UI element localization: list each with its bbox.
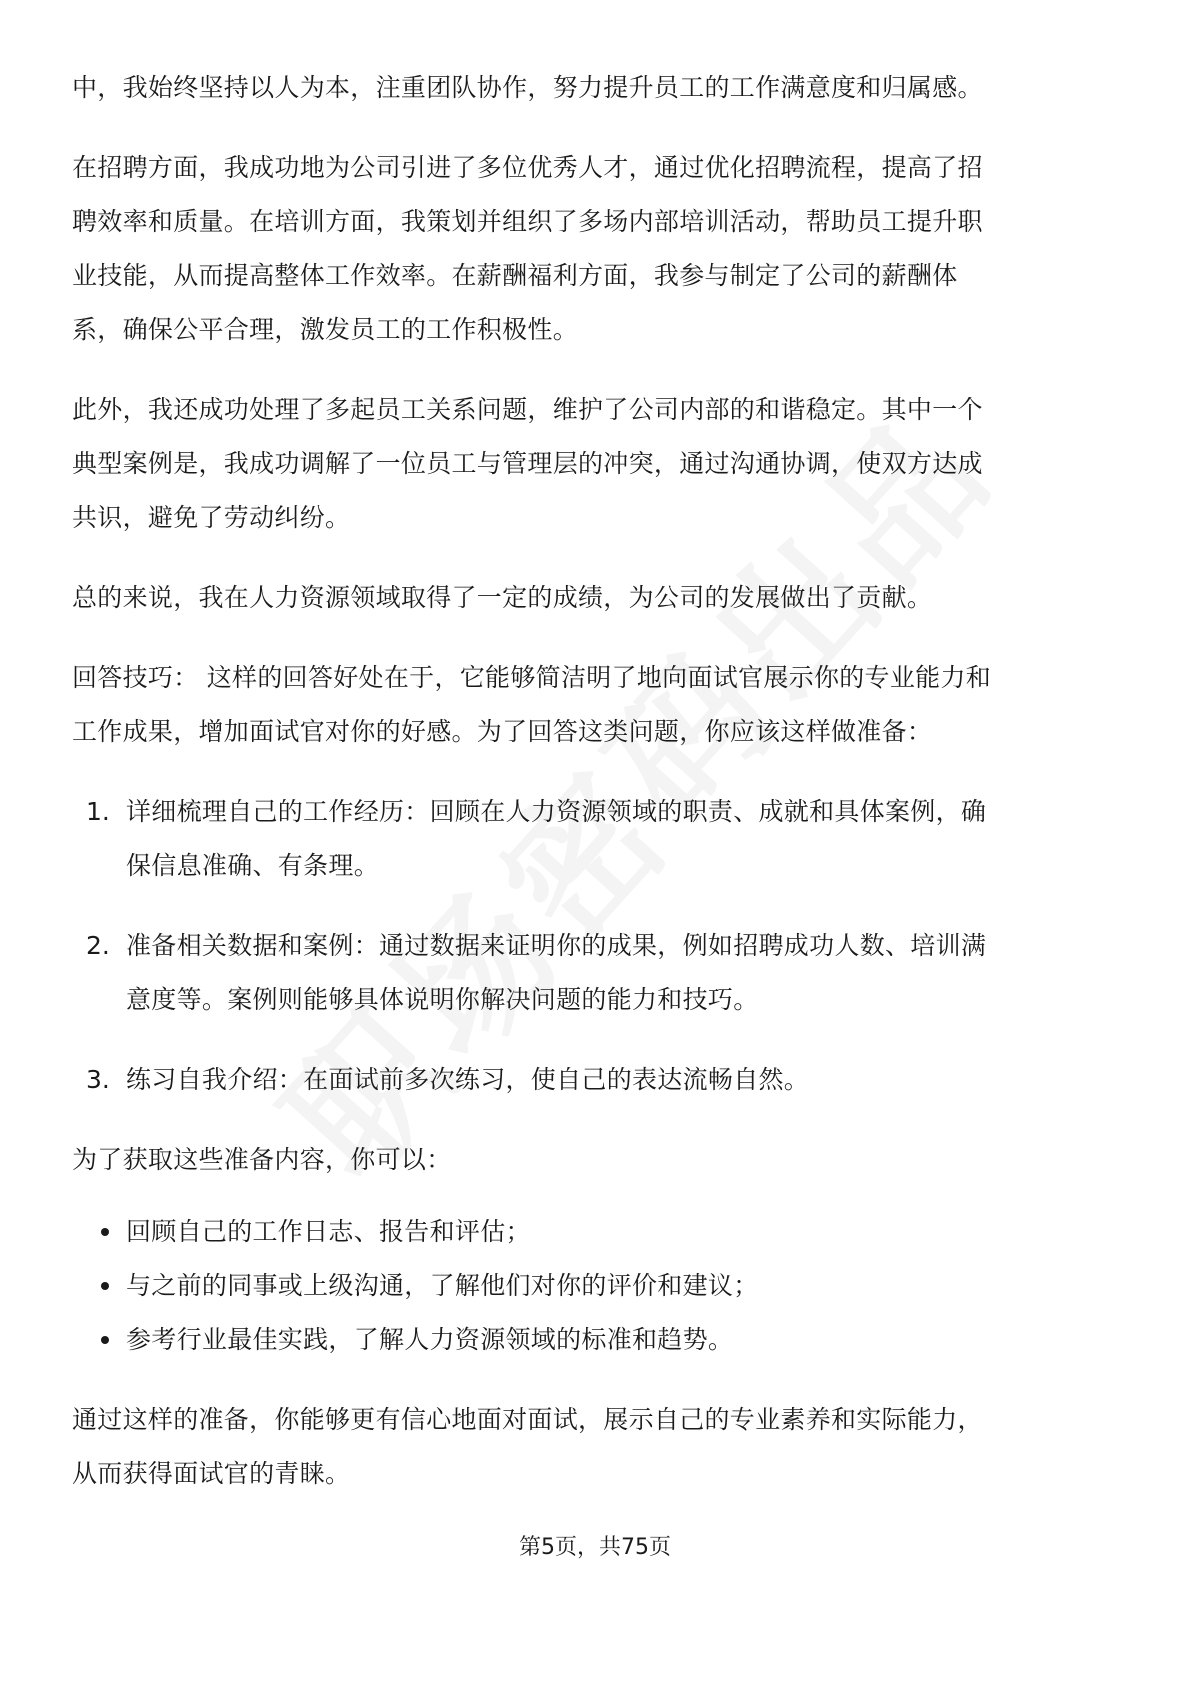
paragraph-line: 工作成果，增加面试官对你的好感。为了回答这类问题，你应该这样做准备： <box>72 717 933 746</box>
bullet-dot <box>101 1336 109 1344</box>
bullet-dot <box>101 1282 109 1290</box>
page-number-footer: 第5页，共75页 <box>519 1535 671 1560</box>
list-item-line: 准备相关数据和案例：通过数据来证明你的成果，例如招聘成功人数、培训满 <box>126 931 987 960</box>
list-item-line: 保信息准确、有条理。 <box>126 851 380 880</box>
paragraph-line: 从而获得面试官的青睐。 <box>72 1459 351 1488</box>
paragraph-line: 典型案例是，我成功调解了一位员工与管理层的冲突，通过沟通协调，使双方达成 <box>72 449 983 478</box>
paragraph-line: 聘效率和质量。在培训方面，我策划并组织了多场内部培训活动，帮助员工提升职 <box>72 207 983 236</box>
paragraph-line: 通过这样的准备，你能够更有信心地面对面试，展示自己的专业素养和实际能力， <box>72 1405 983 1434</box>
list-item-line: 详细梳理自己的工作经历：回顾在人力资源领域的职责、成就和具体案例，确 <box>126 797 987 826</box>
bullet-item: 回顾自己的工作日志、报告和评估； <box>126 1217 531 1246</box>
list-number: 3. <box>86 1065 110 1094</box>
paragraph-line: 回答技巧： 这样的回答好处在于，它能够简洁明了地向面试官展示你的专业能力和 <box>72 663 992 692</box>
list-item-line: 意度等。案例则能够具体说明你解决问题的能力和技巧。 <box>126 985 759 1014</box>
list-number: 1. <box>86 797 110 826</box>
paragraph-line: 总的来说，我在人力资源领域取得了一定的成绩，为公司的发展做出了贡献。 <box>72 583 933 612</box>
list-item-line: 练习自我介绍：在面试前多次练习，使自己的表达流畅自然。 <box>126 1065 810 1094</box>
paragraph-line: 为了获取这些准备内容，你可以： <box>72 1145 452 1174</box>
paragraph-line: 系，确保公平合理，激发员工的工作积极性。 <box>72 315 579 344</box>
bullet-dot <box>101 1228 109 1236</box>
paragraph-line: 业技能，从而提高整体工作效率。在薪酬福利方面，我参与制定了公司的薪酬体 <box>72 261 958 290</box>
paragraph-line: 中，我始终坚持以人为本，注重团队协作，努力提升员工的工作满意度和归属感。 <box>72 73 983 102</box>
bullet-item: 参考行业最佳实践，了解人力资源领域的标准和趋势。 <box>126 1325 734 1354</box>
bullet-item: 与之前的同事或上级沟通，了解他们对你的评价和建议； <box>126 1271 759 1300</box>
paragraph-line: 在招聘方面，我成功地为公司引进了多位优秀人才，通过优化招聘流程，提高了招 <box>72 153 983 182</box>
paragraph-line: 共识，避免了劳动纠纷。 <box>72 503 351 532</box>
paragraph-line: 此外，我还成功处理了多起员工关系问题，维护了公司内部的和谐稳定。其中一个 <box>72 395 983 424</box>
list-number: 2. <box>86 931 110 960</box>
